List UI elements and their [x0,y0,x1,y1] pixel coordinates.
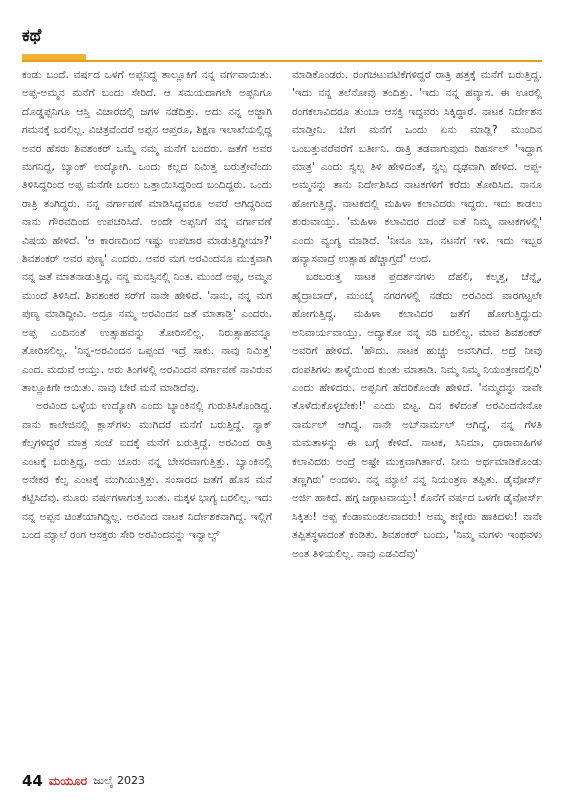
page-number: 44 [22,772,43,790]
section-header [22,22,542,62]
issue-date: ಜುಲೈ 2023 [93,774,145,787]
right-column [292,66,542,766]
section-accent-bar [22,54,86,60]
page-footer [22,772,145,790]
paragraph: ಬರಬರುತ್ತ ನಾಟಕ ಪ್ರದರ್ಶನಗಳು ದೆಹಲಿ, ಕಲ್ಕತ್ತ, ಚೆನ್ನೈ, ಹೈದ್ರಾಬಾದ್, ಮುಂಬೈ ನಗರಗಳಲ್ಲಿ ನಡೆದು ಅರವಿಂದ ವಾರಗಟ್ಟಲೇ ಹೋಗುತ್ತಿದ್ದ. ಮಹಿಳಾ ಕಲಾವಿದರ ಜತೆಗೆ ಹೋಗುತ್ತಿದ್ದುದು ಅನಿವಾರ್ಯವಾಯ್ತು. ಅದ್ಯಾಕೋ ನನ್ನ ಸರಿ ಬರಲಿಲ್ಲ. ಮಾವ ಶಿವಶಂಕರ್ ಅವರಿಗೆ ಹೇಳಿದೆ. 'ಹೌದು. ನಾಟಕ ಹುಚ್ಚು ಅವನಿಗಿದೆ. ಅದ್ರೆ ನೀವು ದಂಪತಿಗಳು ತಾಳ್ಮೆಯಿಂದ ಕುಂತು ಮಾತಾಡಿ. ನಿಮ್ಮ ನಿಮ್ಮ ನಿಯಂತ್ರಣದಲ್ಲಿರಿ' ಎಂದು ಹೇಳಿದರು. ಅಪ್ಪನಿಗೆ ಹೆದರಿಕೊಂಡೇ ಹೇಳಿದೆ. 'ನಮ್ಮದನ್ನು ನಾವೇ ತೊಳೆದುಕೊಳ್ಳಬೇಕು!' ಎಂದು ಬಿಟ್ಟ. ದಿನ ಕಳೆದಂತೆ ಅರವಿಂದನೇನೋ ನಾರ್ಮಲ್ ಆಗಿದ್ದ. ನಾನೇ ಅಬ್‌ನಾರ್ಮಲ್ ಆಗಿದ್ದೆ, ನನ್ನ ಗೆಳತಿ ಮಮತಾಳನ್ನು ಈ ಬಗ್ಗೆ ಕೇಳಿದೆ. ನಾಟಕ, ಸಿನಿಮಾ, ಧಾರಾವಾಹಿಗಳ ಕಲಾವಿದರು ಅಂದ್ರೆ ಅಷ್ಟೇ ಮುಕ್ತವಾಗಿರ್ತಾರೆ. ನೀನು ಅರ್ಥಮಾಡಿಕೊಂಡು ತಣ್ಣಗಿರು' ಅಂದಳು. ನನ್ನ ಮ್ಯಾಲೆ ನನ್ನ ನಿಯಂತ್ರಣ ತಪ್ಪಿತು. ಡೈವೋರ್ಸ್ ಅರ್ಜಿ ಹಾಕಿದೆ. ಹಗ್ಗ ಜಗ್ಗಾಟವಾಯ್ತು! ಕೊನೆಗೆ ವರ್ಷದ ಒಳಗೇ ಡೈವೋರ್ಸ್ ಸಿಕ್ಕಿತು! ಅಪ್ಪ ಕೆಂಡಾಮಂಡಲವಾದರು! ಅಮ್ಮ ಕಣ್ಣೀರು ಹಾಕಿದಳು! ನಾನೇ ತಪ್ಪಿತಸ್ಥಳಾದಂತೆ ಕಂಡಿತು. ಶಿವಶಂಕರ್ ಬಂದು, 'ನಿಮ್ಮ ಮಗಳು ಇಂಥವಳು ಅಂತ ತಿಳಿಯಲಿಲ್ಲ. ನಾವು ಎಡವಿದೆವು' [292,271,542,560]
paragraph: ಕಂಡು ಬಂದೆ. ವರ್ಷದ ಒಳಗೆ ಅಪ್ಪನಿದ್ದ ತಾಲ್ಲೂಕಿಗೆ ನನ್ನ ವರ್ಗವಾಯಿತು. ಅಪ್ಪ-ಅಮ್ಮನ ಮನೆಗೆ ಬಂದು ಸೇರಿದೆ. ಆ ಸಮಯದಾಗಲೇ ಅಪ್ಪನಿಗೂ ದೊಡ್ಡಪ್ಪನಿಗೂ ಆಸ್ತಿ ವಿಚಾರದಲ್ಲಿ ಜಗಳ ನಡೆದಿತ್ತು. ಅದು ನನ್ನ ಅಜ್ಜಾಗಿ ಗಮನಕ್ಕೆ ಬರಲಿಲ್ಲ. ವಿಚಿತ್ರವೆಂದರೆ ಅಪ್ಪನ ಆಪ್ತರೂ, ಶಿಕ್ಷಣ ಇಲಾಖೆಯಲ್ಲಿದ್ದ ಅವರ ಹೆಸರು ಶಿವಶಂಕರ್ ಒಮ್ಮೆ ನಮ್ಮ ಮನೆಗೆ ಬಂದರು. ಜತೆಗೆ ಅವರ ಮಗನಿದ್ದ, ಬ್ಯಾಂಕ್ ಉದ್ಯೋಗಿ. ಒಂದು ಕಲ್ಲದ ನಿಮಿತ್ತ ಬರುತ್ತೇವೆಂದು ತಿಳಿಸಿದ್ದರಿಂದ ಅಪ್ಪ ಮನೆಗೇ ಬರಲು ಒತ್ತಾಯಿಸಿದ್ದರಿಂದ ಬಂದಿದ್ದರು. ಒಂದು ರಾತ್ರಿ ತಂಗಿದ್ದರು. ನನ್ನ ವರ್ಗಾವಣೆ ಮಾಡಿಸಿದ್ದವರೂ ಅವರೆ ಆಗಿದ್ದರಿಂದ ನಾನು ಗೌರವದಿಂದ ಉಪಚರಿಸಿದೆ. ಅಂದೇ ಅಪ್ಪನಿಗೆ ನನ್ನ ವರ್ಗಾವಣೆ ವಿಷಯ ಹೇಳಿದೆ. 'ಆ ಕಾರಣದಿಂದ ಇಷ್ಟು ಉಪಚಾರ ಮಾಡುತ್ತಿದ್ದೀಯಾ?' ಶಿವಶಂಕರ್ ಅವರ ಪುಣ್ಯ' ಎಂದರು. ಅವರ ಮಗ ಅರವಿಂದನೂ ಮುಕ್ತವಾಗಿ ನನ್ನ ಜತೆ ಮಾತನಾಡುತ್ತಿದ್ದ. ನನ್ನ ಮನಸ್ಸಿನಲ್ಲಿ ನಿಂತ. ಮುಂದೆ ಅಪ್ಪ, ಅಮ್ಮನ ಮುಂದೆ ತಿಳಿಸಿದೆ. ಶಿವಶಂಕರ ಸರ್‌ಗೆ ನಾನೇ ಹೇಳಿದೆ. 'ನಾನು, ನನ್ನ ಮಗ ಪುಣ್ಯ ಮಾಡಿದ್ದೀವಿ. ಅದ್ರೂ ನಮ್ಮ ಅರವಿಂದನ ಜತೆ ಮಾತಾಡ್ತಿ' ಎಂದರು. ಅಪ್ಪ ಎಂದಿನಂತೆ ಉತ್ಸಾಹವನ್ನು ತೋರಿಸಲಿಲ್ಲ. ನಿರುತ್ಸಾಹವನ್ನೂ ತೋರಿಸಲಿಲ್ಲ. 'ನಿನ್ನ-ಅರವಿಂದನ ಒಪ್ಪಂದ ಇದ್ರೆ ಸಾಕು. ನಾವು ನಿಮಿತ್ತ' ಎಂದ. ಮದುವೆ ಆಯ್ತು. ಅರು ತಿಂಗಳಲ್ಲಿ ಅರವಿಂದನ ವರ್ಗಾವಣೆ ನಾವಿರುವ ತಾಲ್ಲೂಕಿಗೇ ಆಯಿತು. ನಾವು ಬೇರೆ ಮನೆ ಮಾಡಿದೆವು. [22,69,272,394]
left-column [22,66,272,766]
paragraph: ಮಾಡಿಕೊಂಡರು. ರಂಗಚಟುವಟಿಕೆಗಳಿದ್ದರೆ ರಾತ್ರಿ ಹತ್ತಕ್ಕೆ ಮನೆಗೆ ಬರುತ್ತಿದ್ದ. 'ಇದು ನನ್ನ ತಲೆನೋವು ತಂದಿತ್ತು. 'ಇದು ನನ್ನ ಹವ್ಯಾಸ. ಈ ಊರಲ್ಲಿ ರಂಗಕಲಾವಿದರೂ ತುಂಬಾ ಆಸಕ್ತಿ ಇದ್ದವರು ಸಿಕ್ಕಿದ್ದಾರೆ. ನಾಟಕ ನಿರ್ದೇಶನ ಮಾಡ್ತೀನಿ. ಬೇಗ ಮನೆಗೆ ಒಂದು ಏನು ಮಾಡ್ಲಿ? ಮುಂದಿನ ಒಂಬತ್ತುವರೆವರೆಗೆ ಬರ್ತೀನಿ. ರಾತ್ರಿ ತಡವಾಗುವುದು ರಿಹರ್ಸಲ್ 'ಇದ್ದಾಗ ಮಾತ್ರ' ಎಂದು ಸ್ವಲ್ಪ ತಿಳಿ ಹೇಳಿದಂತೆ, ಸ್ವಲ್ಪ ದೃಢವಾಗಿ ಹೇಳಿದ. ಅಪ್ಪ-ಅಮ್ಮನನ್ನು ತಾನು ನಿರ್ದೇಶಿಸಿದ ನಾಟಕಗಳಿಗೆ ಕರೆದು ತೋರಿಸಿದ. ನಾನೂ ಹೋಗುತ್ತಿದ್ದೆ. ನಾಟಕದಲ್ಲಿ ಮಹಿಳಾ ಕಲಾವಿದರು ಇದ್ದರು. ಇದು ಕಾಡಲು ಶುರುವಾಯ್ತು. 'ಮಹಿಳಾ ಕಲಾವಿದರ ದಂಡೆ ಐತೆ ನಿಮ್ಮ ನಾಟಕಗಳಲ್ಲಿ' ಎಂದು ವ್ಯಂಗ್ಯ ಮಾಡಿದೆ. 'ನೀನೂ ಬಾ, ನಟನೆಗೆ ಇಳಿ. ಇದು ಇಬ್ಬರ ಹವ್ಯಾಸವಾದ್ರೆ ಉತ್ಸಾಹ ಹೆಚ್ಚಾಗ್ತದೆ' ಅಂದ. [292,69,542,266]
section-title: ಕಥೆ [22,26,42,46]
magazine-logo: ಮಯೂರ [48,773,88,788]
paragraph: ಅರವಿಂದ ಒಳ್ಳೆಯ ಉದ್ಯೋಗಿ ಎಂದು ಬ್ಯಾಂಕಿನಲ್ಲಿ ಗುರುತಿಸಿಕೊಂಡಿದ್ದ. ನಾನು ಕಾಲೇಜಿನಲ್ಲಿ ಕ್ಲಾಸ್‌ಗಳು ಮುಗಿದರೆ ಮನೆಗೆ ಬರುತ್ತಿದ್ದೆ. ನ್ಯಾಕ್ ಕೆಲ್ಸಗಳಿದ್ದರೆ ಮಾತ್ರ ಸಂಜೆ ಐದಕ್ಕೆ ಮನೆಗೆ ಬರುತ್ತಿದ್ದೆ. ಅರವಿಂದ ರಾತ್ರಿ ಎಂಟಕ್ಕೆ ಬರುತ್ತಿದ್ದ, ಅದು ಚೂರು ನನ್ನ ಬೇಸರವಾಗುತ್ತಿತ್ತು. ಬ್ಯಾಂಕಿನಲ್ಲಿ ಅನೇಕರ ಕೆಲ್ಸ ಎಂಟಕ್ಕೆ ಮುಗಿಯುತ್ತಿತ್ತು. ಸಂಸಾರದ ಜತೆಗೆ ಹೊಸ ಮನೆ ಕಟ್ಟಿಸಿದೆವು. ಮೂರು ವರ್ಷಗಳಾಗುತ್ತ ಬಂತು. ಮಕ್ಕಳ ಭಾಗ್ಯ ಬರಲಿಲ್ಲ. ಇದು ನನ್ನ ಅಪ್ಪನ ಚಿಂತೆಯಾಗಿದ್ದಿಲ್ಲ. ಅರವಿಂದ ನಾಟಕ ನಿರ್ದೇಶಕನಾಗಿದ್ದ. ಇಲ್ಲಿಗೆ ಬಂದ ಮ್ಯಾಲೆ ರಂಗ ಆಸಕ್ತರು ಸೇರಿ ಅರವಿಂದನನ್ನು ಇನ್ವಾಲ್ವ್ [22,400,272,542]
